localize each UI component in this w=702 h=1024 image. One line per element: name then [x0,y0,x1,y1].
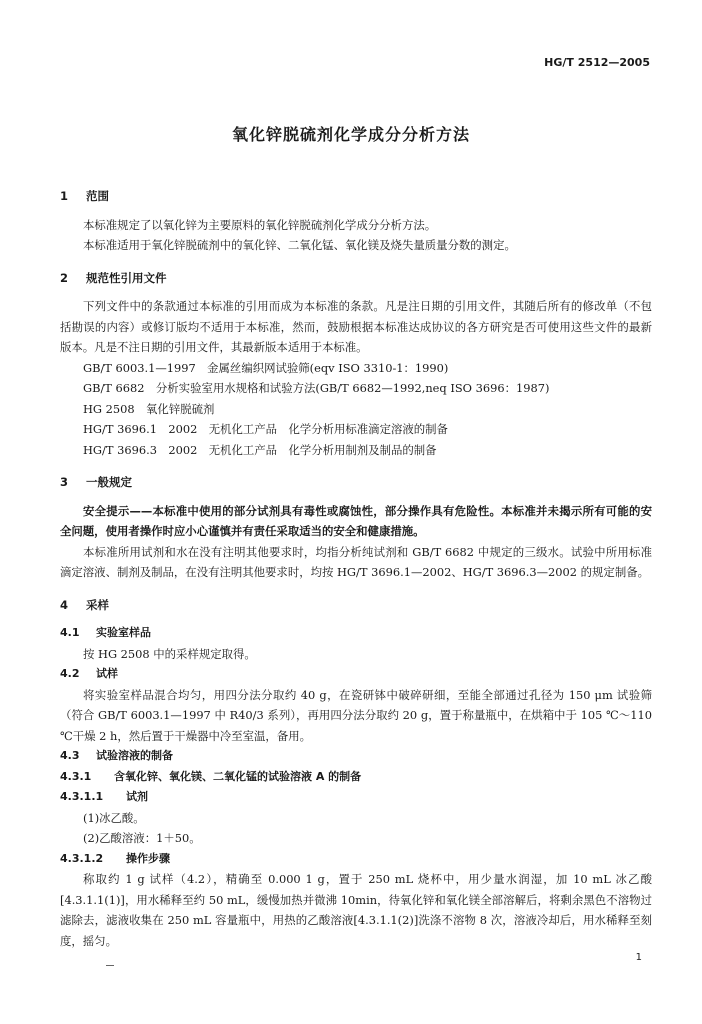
paragraph: 本标准规定了以氧化锌为主要原料的氧化锌脱硫剂化学成分分析方法。 [83,217,437,232]
section-heading-4: 4 采样 [60,597,109,612]
page-number: 1 [635,952,642,963]
paragraph: 将实验室样品混合均匀，用四分法分取约 40 g，在瓷研钵中破碎研细，至能全部通过孔径为 150 μm 试验筛（符合 GB/T 6003.1—1997 中 R40/3 系列），再用四分法分取约 20 g，置于称量瓶中，在烘箱中于 105 ℃～110 ℃干燥 2 h，然后置于干燥器中冷至室温，备用。 [60,687,652,743]
reference-item: HG/T 3696.1 2002 无机化工产品 化学分析用标准滴定溶液的制备 [83,422,448,436]
subsection-heading-4-3-1: 4.3.1 含氧化锌、氧化镁、二氧化锰的试验溶液 A 的制备 [60,769,362,783]
paragraph: 下列文件中的条款通过本标准的引用而成为本标准的条款。凡是注日期的引用文件，其随后所有的修改单（不包括勘误的内容）或修订版均不适用于本标准，然而，鼓励根据本标准达成协议的各方研究是否可使用这些文件的最新版本。凡是不注日期的引用文件，其最新版本适用于本标准。 [60,299,652,354]
paragraph: 按 HG 2508 中的采样规定取得。 [83,646,256,661]
subsection-heading-4-3: 4.3 试验溶液的制备 [60,749,173,762]
section-heading-3: 3 一般规定 [60,475,132,489]
footer-rule [106,965,114,966]
reagent-item: (1)冰乙酸。 [83,810,145,825]
paragraph: 称取约 1 g 试样（4.2），精确至 0.000 1 g，置于 250 mL 烧杯中，用少量水润湿，加 10 mL 冰乙酸[4.3.1.1(1)]，用水稀释至约 50 mL，缓慢加热并微沸 10min，待氧化锌和氧化镁全部溶解后，将剩余黑色不溶物过滤除去，滤液收集在 250 mL 容量瓶中，用热的乙酸溶液[4.3.1.1(2)]洗涤不溶物 8 次，溶液冷却后，用水稀释至刻度，摇匀。 [60,872,652,948]
reference-item: GB/T 6682 分析实验室用水规格和试验方法(GB/T 6682—1992,neq ISO 3696：1987) [83,381,550,395]
subsection-heading-4-2: 4.2 试样 [60,667,118,680]
subsection-heading-4-3-1-1: 4.3.1.1 试剂 [60,790,148,803]
paragraph: 本标准所用试剂和水在没有注明其他要求时，均指分析纯试剂和 GB/T 6682 中规定的三级水。试验中所用标准滴定溶液、制剂及制品，在没有注明其他要求时，均按 HG/T 3696.1—2002、HG/T 3696.3—2002 的规定制备。 [60,544,652,579]
reference-item: HG/T 3696.3 2002 无机化工产品 化学分析用制剂及制品的制备 [83,442,437,457]
document-title: 氧化锌脱硫剂化学成分分析方法 [231,125,470,144]
standard-code: HG/T 2512—2005 [544,56,650,69]
subsection-heading-4-3-1-2: 4.3.1.2 操作步骤 [60,851,170,865]
section-heading-2: 2 规范性引用文件 [60,270,167,285]
reference-item: GB/T 6003.1—1997 金属丝编织网试验筛(eqv ISO 3310-1：1990) [83,360,449,375]
reference-item: HG 2508 氧化锌脱硫剂 [83,401,215,416]
paragraph: 本标准适用于氧化锌脱硫剂中的氧化锌、二氧化锰、氧化镁及烧失量质量分数的测定。 [83,238,516,252]
reagent-item: (2)乙酸溶液：1＋50。 [83,831,201,845]
safety-warning: 安全提示——本标准中使用的部分试剂具有毒性或腐蚀性，部分操作具有危险性。本标准并未揭示所有可能的安全问题，使用者操作时应小心谨慎并有责任采取适当的安全和健康措施。 [60,503,652,538]
document-body [60,180,652,951]
subsection-heading-4-1: 4.1 实验室样品 [60,626,151,639]
section-heading-1: 1 范围 [60,189,109,203]
